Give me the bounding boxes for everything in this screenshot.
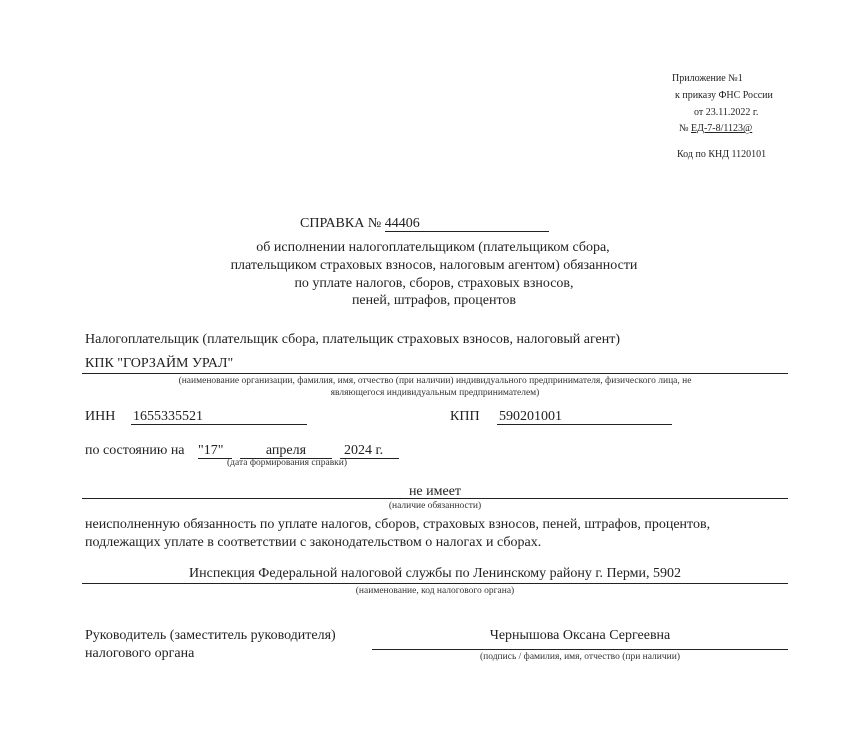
date-caption: (дата формирования справки) [227,458,348,468]
signature-caption: (подпись / фамилия, имя, отчество (при наличии) [480,652,680,662]
subtitle-line-3: по уплате налогов, сборов, страховых взносов, [294,276,574,291]
inn-number: 1655335521 [133,409,203,424]
signatory-label-1: Руководитель (заместитель руководителя) [85,628,336,643]
inn-label: ИНН [85,409,116,424]
taxpayer-caption-2: являющегося индивидуальным предпринимателем) [330,388,540,398]
obligation-caption: (наличие обязанности) [388,501,482,511]
appendix-number-prefix: № [679,123,689,134]
taxpayer-name: КПК "ГОРЗАЙМ УРАЛ" [85,356,234,371]
as-of-label: по состоянию на [85,443,185,458]
signatory-name: Чернышова Оксана Сергеевна [489,628,671,643]
date-month: апреля [240,443,332,459]
date-day: "17" [198,443,232,459]
subtitle-line-4: пеней, штрафов, процентов [351,293,517,308]
certificate-title-prefix: СПРАВКА № [300,216,382,231]
appendix-line-3: от 23.11.2022 г. [694,107,759,118]
taxpayer-name-line [82,373,788,374]
taxpayer-label: Налогоплательщик (плательщик сбора, плательщик страховых взносов, налоговый агент) [85,332,621,347]
taxpayer-caption-1: (наименование организации, фамилия, имя, отчество (при наличии) индивидуального предпринимателя, физического лица, не [178,376,692,386]
appendix-line-2: к приказу ФНС России [675,90,773,101]
kpp-number: 590201001 [499,409,562,424]
signatory-label-2: налогового органа [85,646,195,661]
signature-line [372,649,788,650]
appendix-line-4 [679,123,752,134]
inn-value [131,409,307,425]
certificate-title [300,216,549,232]
knd-code: Код по КНД 1120101 [677,149,767,160]
subtitle-line-2: плательщиком страховых взносов, налоговым агентом) обязанности [230,258,638,273]
obligation-text-1: неисполненную обязанность по уплате налогов, сборов, страховых взносов, пеней, штрафов, процентов, [85,517,711,532]
tax-authority-name: Инспекция Федеральной налоговой службы по Ленинскому району г. Перми, 5902 [189,566,681,581]
obligation-line [82,498,788,499]
date-year-text: 2024 г. [344,443,384,458]
certificate-number: 44406 [385,216,549,232]
date-year [340,443,399,459]
kpp-label: КПП [450,409,480,424]
obligation-value: не имеет [408,484,462,499]
tax-authority-caption: (наименование, код налогового органа) [355,586,515,596]
tax-authority-line [82,583,788,584]
appendix-line-1: Приложение №1 [672,73,743,84]
kpp-value [497,409,672,425]
subtitle-line-1: об исполнении налогоплательщиком (плательщиком сбора, [256,240,610,255]
appendix-order-number: ЕД-7-8/1123@ [691,123,753,134]
obligation-text-2: подлежащих уплате в соответствии с законодательством о налогах и сборах. [85,535,542,550]
